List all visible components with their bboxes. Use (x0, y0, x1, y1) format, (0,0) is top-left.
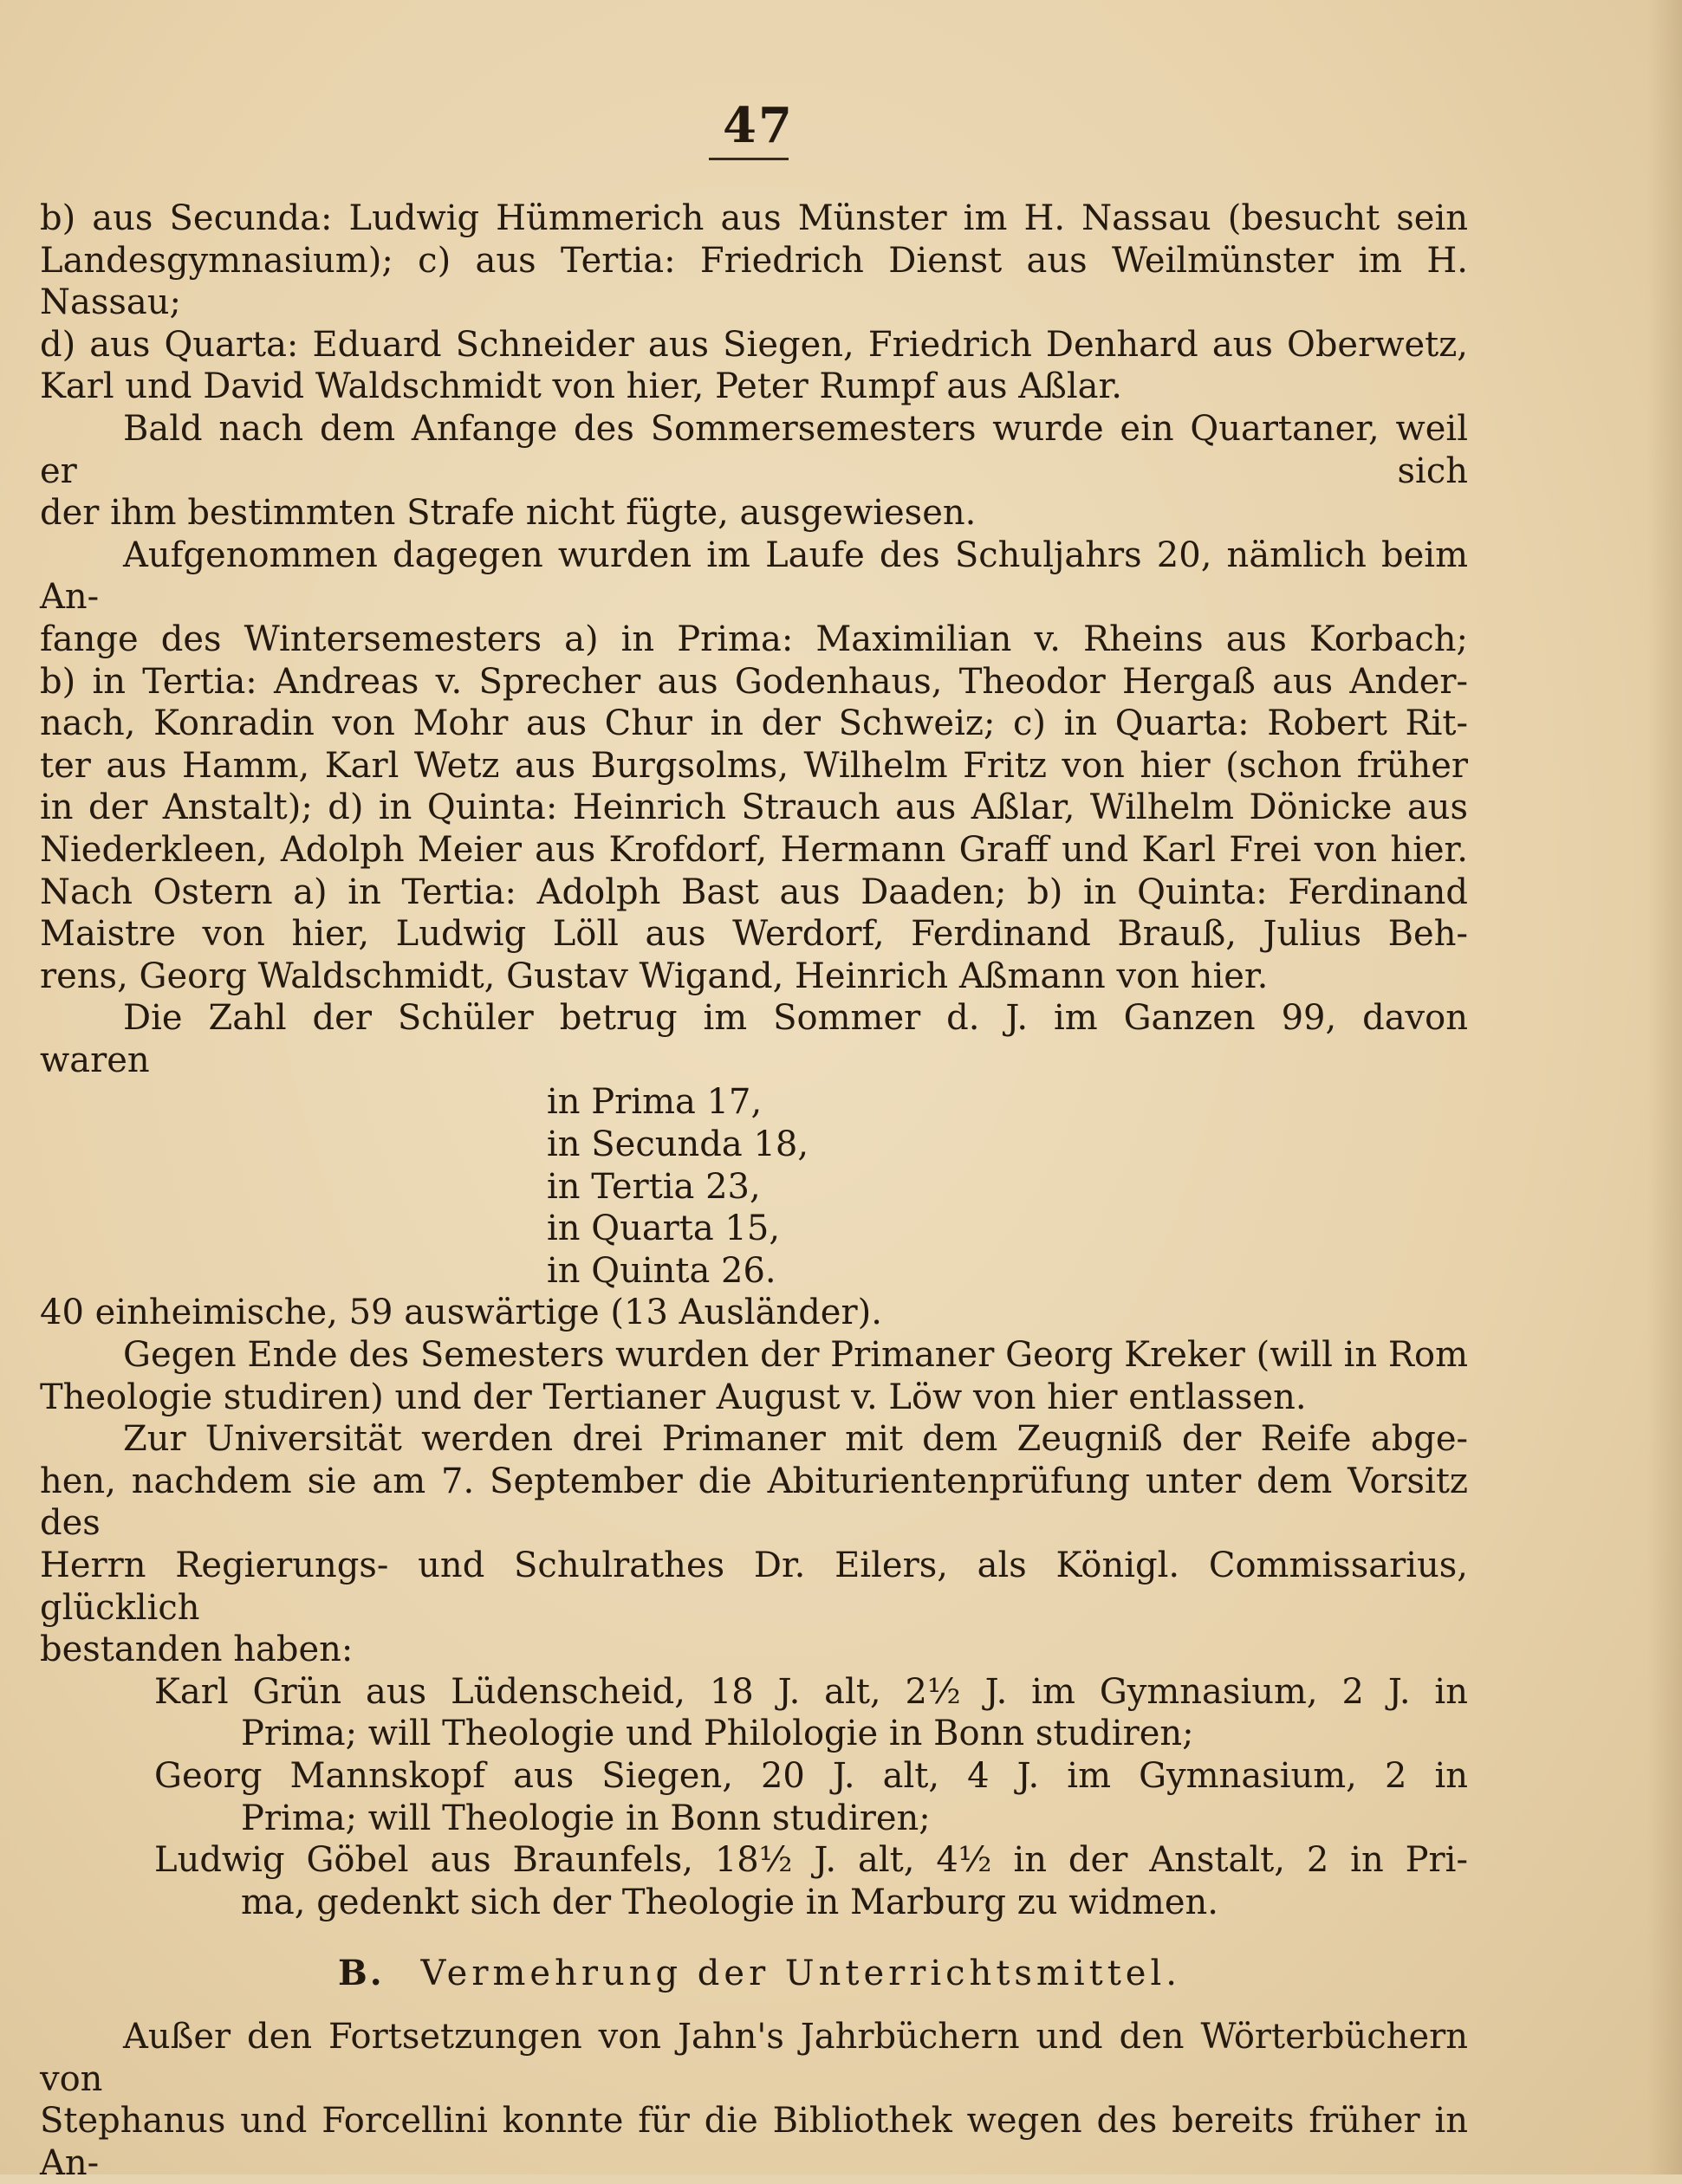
text-line: waren (40, 1040, 150, 1080)
page-number: 47 (723, 97, 794, 154)
text-line: d) aus Quarta: Eduard Schneider aus Siegen, Friedrich Denhard aus Oberwetz, (40, 324, 1468, 365)
text-line: Bald nach dem Anfange des Sommersemesters wurde ein Quartaner, weil er sich (40, 408, 1468, 491)
text-line: b) in Tertia: Andreas v. Sprecher aus Godenhaus, Theodor Hergaß aus Ander- (40, 661, 1468, 702)
section-heading (40, 1953, 1468, 1995)
graduate-line: Prima; will Theologie in Bonn studiren; (241, 1798, 931, 1838)
text-line: Nach Ostern a) in Tertia: Adolph Bast aus Daaden; b) in Quinta: Ferdinand (40, 872, 1468, 912)
class-count-item: in Prima 17, (547, 1082, 763, 1123)
graduate-line: Ludwig Göbel aus Braunfels, 18½ J. alt, 4½ in der Anstalt, 2 in Pri- (154, 1840, 1468, 1881)
graduate-line: ma, gedenkt sich der Theologie in Marburg zu widmen. (241, 1882, 1218, 1922)
paragraph-enrollment (40, 997, 1468, 1081)
locals-summary (40, 1292, 1468, 1334)
text-line: in der Anstalt); d) in Quinta: Heinrich Strauch aus Aßlar, Wilhelm Dönicke aus (40, 787, 1468, 828)
text-line: 40 einheimische, 59 auswärtige (13 Ausländer). (40, 1293, 882, 1333)
class-count-item: in Tertia 23, (547, 1166, 761, 1207)
class-count-item: in Secunda 18, (547, 1124, 809, 1165)
paragraph-admissions (40, 535, 1468, 998)
paragraph-university (40, 1418, 1468, 1671)
text-line: der ihm bestimmten Strafe nicht fügte, ausgewiesen. (40, 493, 977, 534)
class-count-item: in Quarta 15, (547, 1209, 781, 1249)
paragraph-library (40, 2016, 1468, 2184)
text-line: fange des Wintersemesters a) in Prima: Maximilian v. Rheins aus Korbach; (40, 619, 1468, 659)
text-line: Niederkleen, Adolph Meier aus Krofdorf, Hermann Graff und Karl Frei von hier. (40, 829, 1468, 870)
paragraph-expulsion (40, 408, 1468, 535)
text-line: bestanden haben: (40, 1630, 354, 1670)
text-line: Maistre von hier, Ludwig Löll aus Werdorf, Ferdinand Brauß, Julius Beh- (40, 914, 1468, 955)
text-line: nach, Konradin von Mohr aus Chur in der Schweiz; c) in Quarta: Robert Rit- (40, 703, 1468, 744)
text-line: Außer den Fortsetzungen von Jahn's Jahrbüchern und den Wörterbüchern von (40, 2016, 1468, 2099)
graduate-line: Georg Mannskopf aus Siegen, 20 J. alt, 4 J. im Gymnasium, 2 in (154, 1755, 1468, 1796)
text-line: Stephanus und Forcellini konnte für die Bibliothek wegen des bereits früher in An- (40, 2101, 1468, 2183)
text-line: Zur Universität werden drei Primaner mit dem Zeugniß der Reife abge- (123, 1419, 1468, 1460)
text-line: Karl und David Waldschmidt von hier, Peter Rumpf aus Aßlar. (40, 366, 1122, 407)
text-line: Die Zahl der Schüler betrug im Sommer d. J. im Ganzen 99, davon (123, 998, 1468, 1039)
text-line: ter aus Hamm, Karl Wetz aus Burgsolms, Wilhelm Fritz von hier (schon früher (40, 745, 1468, 786)
page-body (40, 198, 1468, 2184)
text-line: hen, nachdem sie am 7. September die Abiturientenprüfung unter dem Vorsitz des (40, 1461, 1468, 1544)
graduate-line: Karl Grün aus Lüdenscheid, 18 J. alt, 2½ J. im Gymnasium, 2 J. in (154, 1671, 1468, 1712)
graduate-entry (40, 1839, 1468, 1923)
graduate-line: Prima; will Theologie und Philologie in Bonn studiren; (241, 1714, 1194, 1754)
graduate-entry (40, 1755, 1468, 1839)
paragraph-dismissals (40, 1334, 1468, 1418)
text-line: rens, Georg Waldschmidt, Gustav Wigand, Heinrich Aßmann von hier. (40, 956, 1269, 996)
text-line: Theologie studiren) und der Tertianer August v. Löw von hier entlassen. (40, 1377, 1307, 1417)
text-line: Aufgenommen dagegen wurden im Laufe des Schuljahrs 20, nämlich beim An- (40, 535, 1468, 618)
section-label: B. (338, 1953, 385, 1994)
text-line: b) aus Secunda: Ludwig Hümmerich aus Münster im H. Nassau (besucht sein (40, 198, 1468, 238)
paragraph-departures (40, 198, 1468, 408)
text-line: Landesgymnasium); c) aus Tertia: Friedrich Dienst aus Weilmünster im H. Nassau; (40, 240, 1468, 323)
section-title: Vermehrung der Unterrichtsmittel. (420, 1954, 1181, 1994)
page-number-rule (709, 158, 789, 160)
class-count-list (40, 1081, 1468, 1292)
class-count-item: in Quinta 26. (547, 1250, 776, 1291)
text-line: Gegen Ende des Semesters wurden der Primaner Georg Kreker (will in Rom (123, 1335, 1468, 1376)
text-line: Herrn Regierungs- und Schulrathes Dr. Eilers, als Königl. Commissarius, glücklich (40, 1546, 1468, 1628)
graduate-entry (40, 1671, 1468, 1755)
